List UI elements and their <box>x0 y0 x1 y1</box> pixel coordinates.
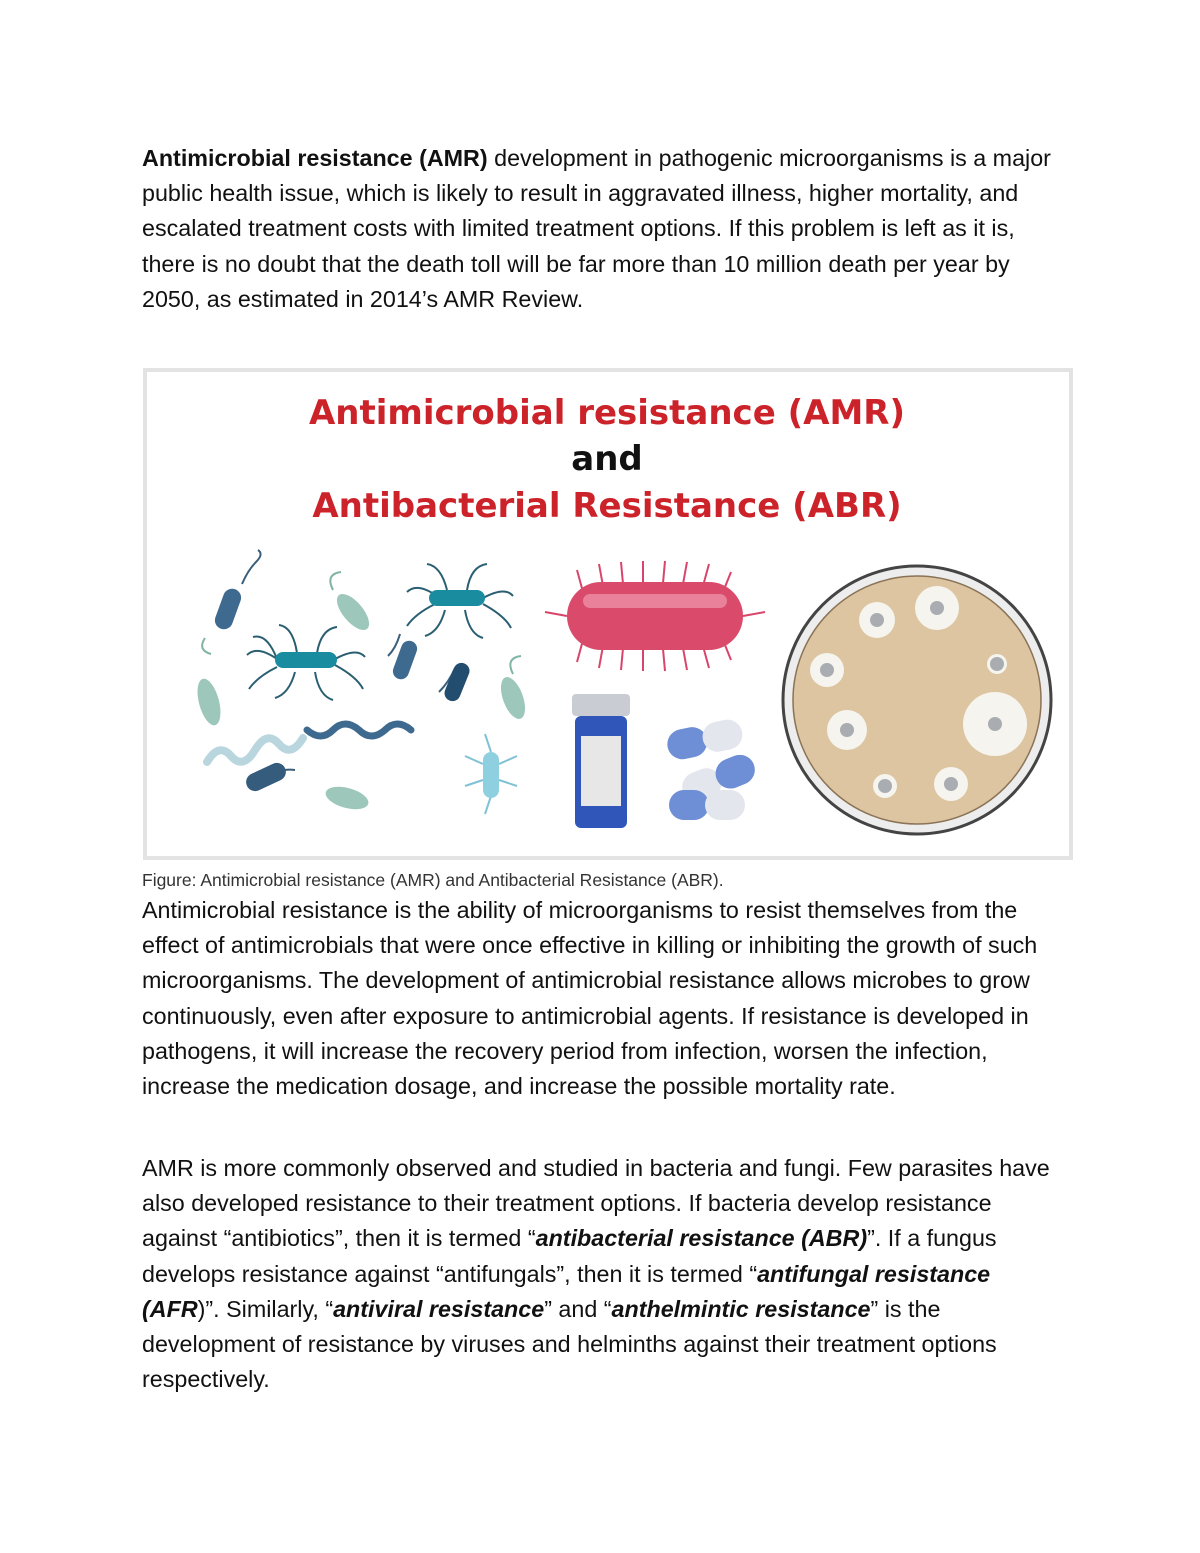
term-antifungal-resistance: antifungal resistance (AFR <box>142 1260 991 1322</box>
pill-bottle-icon <box>572 694 630 828</box>
figure-caption: Figure: Antimicrobial resistance (AMR) and Antibacterial Resistance (ABR). <box>142 870 724 890</box>
amr-term: Antimicrobial resistance (AMR) <box>142 145 488 171</box>
figure-illustration <box>147 372 1069 856</box>
text-segment: AMR is more commonly observed and studied in bacteria and fungi. Few parasites have also developed resistance to their treatment options. If bacteria develop resistance against “antibiotics”, then it is termed “ <box>142 1155 1050 1252</box>
intro-paragraph <box>142 141 1072 317</box>
text-segment: )”. Similarly, “ <box>197 1295 334 1322</box>
text-segment: ” is the development of resistance by viruses and helminths against their treatment options respectively. <box>142 1295 997 1393</box>
figure-title-line2: and <box>571 439 643 479</box>
figure-title-line1: Antimicrobial resistance (AMR) <box>308 393 906 433</box>
bacteria-cluster-icon <box>193 550 530 814</box>
rod-bacterium-icon <box>545 561 765 671</box>
text-segment: ” and “ <box>544 1295 612 1322</box>
term-antiviral-resistance: antiviral resistance <box>333 1295 545 1322</box>
term-antibacterial-resistance: antibacterial resistance (ABR) <box>535 1225 868 1252</box>
text-segment: ”. If a fungus develops resistance against “antifungals”, then it is termed “ <box>142 1225 997 1287</box>
intro-text: development in pathogenic microorganisms is a major public health issue, which is likely to result in aggravated illness, higher mortality, and escalated treatment costs with limited treatment options. If this problem is left as it is, there is no doubt that the death toll will be far more than 10 million death per year by 2050, as estimated in 2014’s AMR Review. <box>142 145 1051 312</box>
term-anthelmintic-resistance: anthelmintic resistance <box>611 1295 871 1322</box>
definition-paragraph: Antimicrobial resistance is the ability of microorganisms to resist themselves from the effect of antimicrobials that were once effective in killing or inhibiting the growth of such microorganisms. The development of antimicrobial resistance allows microbes to grow continuously, even after exposure to antimicrobial agents. If resistance is developed in pathogens, it will increase the recovery period from infection, worsen the infection, increase the medication dosage, and increase the possible mortality rate. <box>142 897 1038 1100</box>
amr-abr-figure <box>143 368 1073 860</box>
resistance-types-paragraph <box>142 1151 1072 1397</box>
figure-title-line3: Antibacterial Resistance (ABR) <box>312 486 902 526</box>
capsule-pills-icon <box>665 717 760 820</box>
petri-dish-icon <box>783 566 1051 834</box>
